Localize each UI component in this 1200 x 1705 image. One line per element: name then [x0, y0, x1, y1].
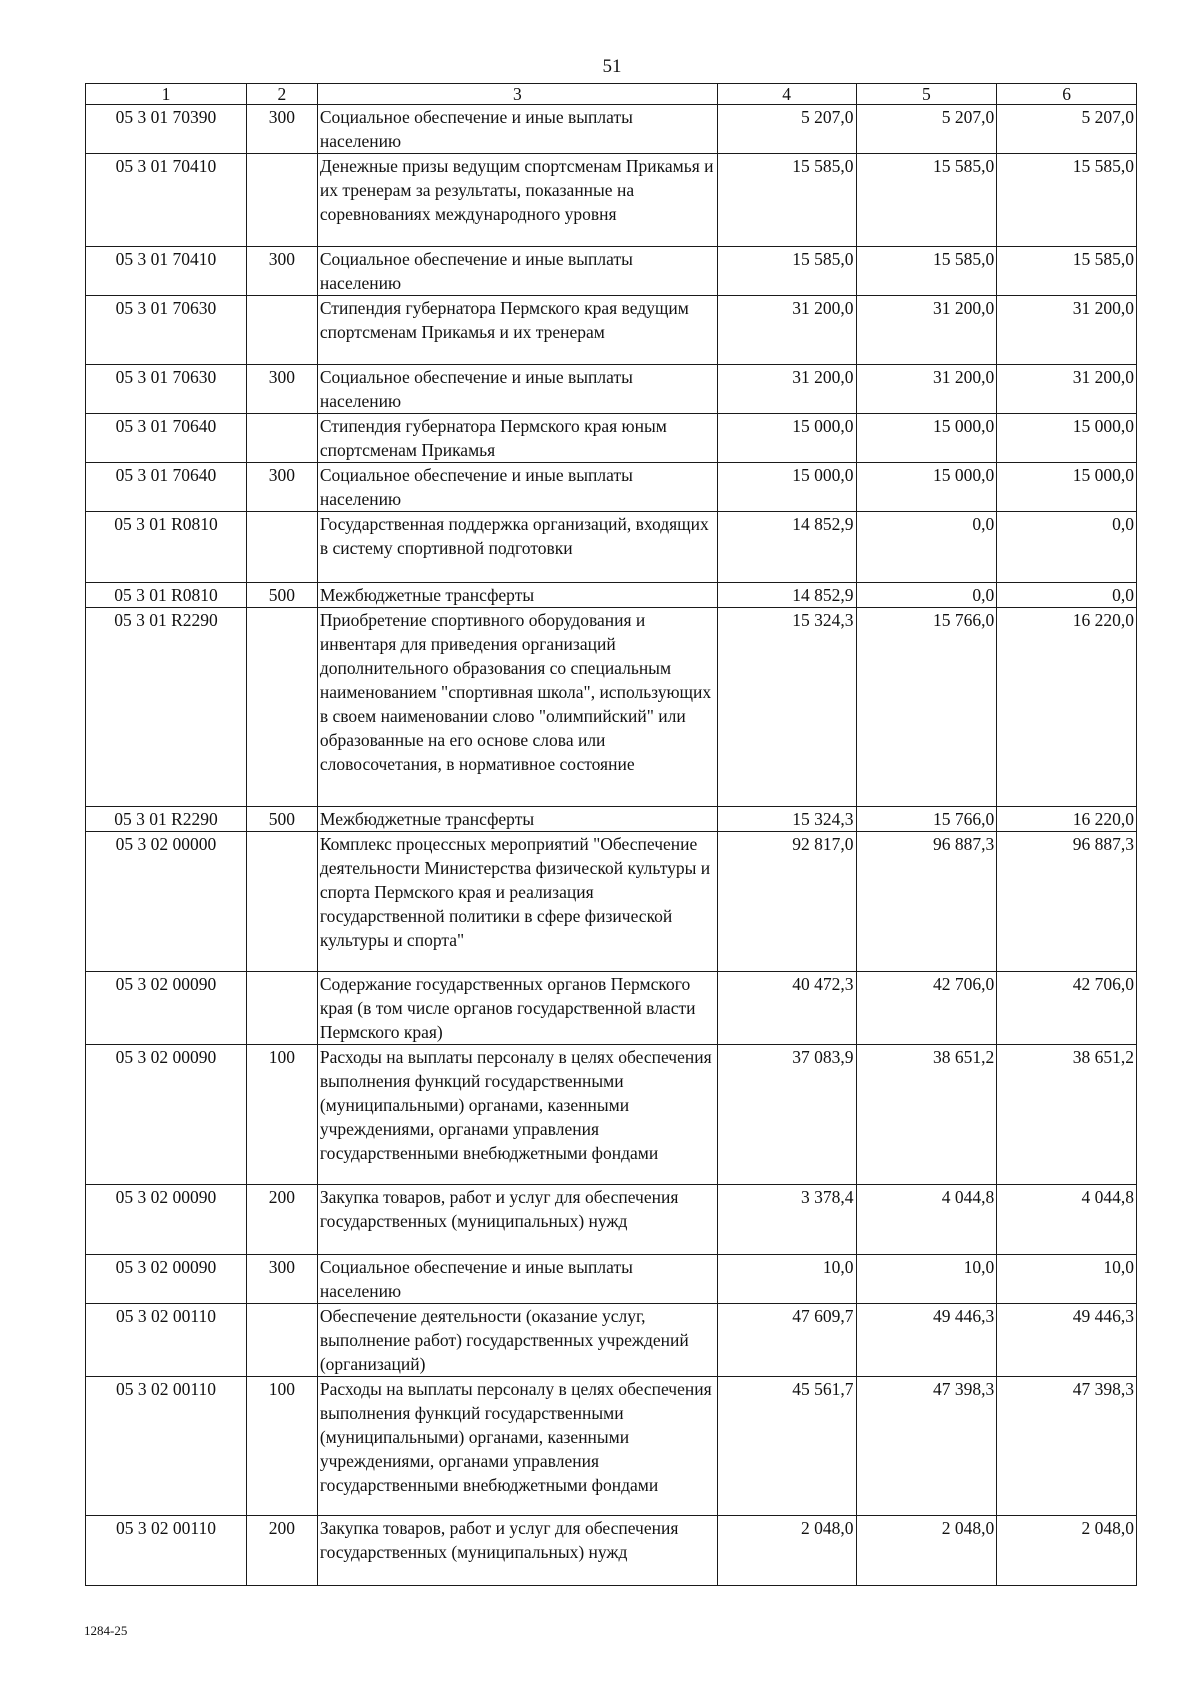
row-name-cell: Расходы на выплаты персоналу в целях обеспечения выполнения функций государственными (муниципальными) органами, казенными учреждениями, органами управления государственными внебюджетными фондами [317, 1045, 717, 1185]
row-expense-type-cell [246, 972, 317, 1045]
row-name-cell: Расходы на выплаты персоналу в целях обеспечения выполнения функций государственными (муниципальными) органами, казенными учреждениями, органами управления государственными внебюджетными фондами [317, 1377, 717, 1516]
row-code-cell: 05 3 01 70630 [86, 365, 247, 414]
table-row [86, 414, 1137, 463]
row-value-2-cell: 42 706,0 [856, 972, 997, 1045]
row-value-2-cell: 10,0 [856, 1255, 997, 1304]
table-row [86, 1045, 1137, 1185]
row-value-3-cell: 15 000,0 [997, 414, 1137, 463]
row-name-cell: Социальное обеспечение и иные выплаты населению [317, 463, 717, 512]
row-value-3-cell: 31 200,0 [997, 296, 1137, 365]
table-row [86, 105, 1137, 154]
row-name-cell: Стипендия губернатора Пермского края юным спортсменам Прикамья [317, 414, 717, 463]
row-value-2-cell: 31 200,0 [856, 365, 997, 414]
row-expense-type-cell: 300 [246, 365, 317, 414]
row-code-cell: 05 3 02 00090 [86, 1045, 247, 1185]
row-expense-type-cell [246, 296, 317, 365]
row-value-1-cell: 14 852,9 [717, 583, 856, 608]
row-code-cell: 05 3 02 00110 [86, 1516, 247, 1586]
table-row [86, 365, 1137, 414]
row-expense-type-cell [246, 512, 317, 583]
row-value-2-cell: 2 048,0 [856, 1516, 997, 1586]
row-value-2-cell: 15 000,0 [856, 463, 997, 512]
table-row [86, 463, 1137, 512]
row-expense-type-cell: 500 [246, 583, 317, 608]
row-expense-type-cell [246, 154, 317, 247]
row-value-1-cell: 45 561,7 [717, 1377, 856, 1516]
row-code-cell: 05 3 01 70640 [86, 463, 247, 512]
row-name-cell: Содержание государственных органов Пермского края (в том числе органов государственной власти Пермского края) [317, 972, 717, 1045]
row-expense-type-cell: 300 [246, 105, 317, 154]
row-expense-type-cell: 300 [246, 247, 317, 296]
row-value-1-cell: 31 200,0 [717, 296, 856, 365]
table-row [86, 512, 1137, 583]
table-row [86, 1255, 1137, 1304]
document-number: 1284-25 [84, 1623, 128, 1638]
row-name-cell: Стипендия губернатора Пермского края ведущим спортсменам Прикамья и их тренерам [317, 296, 717, 365]
table-row [86, 1377, 1137, 1516]
row-value-3-cell: 42 706,0 [997, 972, 1137, 1045]
row-expense-type-cell: 300 [246, 1255, 317, 1304]
row-value-2-cell: 4 044,8 [856, 1185, 997, 1255]
row-expense-type-cell: 100 [246, 1377, 317, 1516]
row-value-3-cell: 15 585,0 [997, 154, 1137, 247]
row-value-3-cell: 16 220,0 [997, 608, 1137, 807]
row-code-cell: 05 3 01 R0810 [86, 583, 247, 608]
row-value-3-cell: 5 207,0 [997, 105, 1137, 154]
row-value-1-cell: 5 207,0 [717, 105, 856, 154]
row-value-2-cell: 0,0 [856, 512, 997, 583]
row-expense-type-cell: 200 [246, 1185, 317, 1255]
row-value-3-cell: 10,0 [997, 1255, 1137, 1304]
row-value-3-cell: 2 048,0 [997, 1516, 1137, 1586]
row-name-cell: Социальное обеспечение и иные выплаты населению [317, 105, 717, 154]
row-code-cell: 05 3 01 70410 [86, 154, 247, 247]
row-name-cell: Социальное обеспечение и иные выплаты населению [317, 247, 717, 296]
row-code-cell: 05 3 02 00000 [86, 832, 247, 972]
column-header: 6 [997, 84, 1137, 105]
table-row [86, 583, 1137, 608]
row-code-cell: 05 3 01 70630 [86, 296, 247, 365]
row-name-cell: Межбюджетные трансферты [317, 807, 717, 832]
row-value-2-cell: 15 585,0 [856, 247, 997, 296]
row-code-cell: 05 3 01 R2290 [86, 807, 247, 832]
row-value-1-cell: 92 817,0 [717, 832, 856, 972]
row-value-2-cell: 15 766,0 [856, 807, 997, 832]
row-code-cell: 05 3 02 00110 [86, 1377, 247, 1516]
row-value-1-cell: 15 585,0 [717, 154, 856, 247]
row-value-3-cell: 15 000,0 [997, 463, 1137, 512]
row-value-2-cell: 38 651,2 [856, 1045, 997, 1185]
row-expense-type-cell: 100 [246, 1045, 317, 1185]
row-value-2-cell: 5 207,0 [856, 105, 997, 154]
row-value-2-cell: 15 766,0 [856, 608, 997, 807]
row-value-1-cell: 15 585,0 [717, 247, 856, 296]
table-row [86, 1516, 1137, 1586]
row-name-cell: Социальное обеспечение и иные выплаты населению [317, 365, 717, 414]
row-code-cell: 05 3 01 70410 [86, 247, 247, 296]
row-value-3-cell: 38 651,2 [997, 1045, 1137, 1185]
row-expense-type-cell [246, 1304, 317, 1377]
row-value-1-cell: 15 324,3 [717, 807, 856, 832]
budget-table [85, 83, 1137, 1586]
row-value-3-cell: 16 220,0 [997, 807, 1137, 832]
row-value-2-cell: 15 585,0 [856, 154, 997, 247]
row-expense-type-cell [246, 832, 317, 972]
row-name-cell: Межбюджетные трансферты [317, 583, 717, 608]
row-value-2-cell: 31 200,0 [856, 296, 997, 365]
row-name-cell: Комплекс процессных мероприятий "Обеспечение деятельности Министерства физической культуры и спорта Пермского края и реализация государственной политики в сфере физической культуры и спорта" [317, 832, 717, 972]
row-code-cell: 05 3 01 70640 [86, 414, 247, 463]
row-code-cell: 05 3 02 00090 [86, 1255, 247, 1304]
row-value-1-cell: 15 000,0 [717, 414, 856, 463]
row-value-1-cell: 37 083,9 [717, 1045, 856, 1185]
row-name-cell: Приобретение спортивного оборудования и инвентаря для приведения организаций дополнительного образования со специальным наименованием "спортивная школа", использующих в своем наименовании слово "олимпийский" или образованные на его основе слова или словосочетания, в нормативное состояние [317, 608, 717, 807]
row-value-2-cell: 49 446,3 [856, 1304, 997, 1377]
row-name-cell: Государственная поддержка организаций, входящих в систему спортивной подготовки [317, 512, 717, 583]
row-code-cell: 05 3 02 00110 [86, 1304, 247, 1377]
row-code-cell: 05 3 01 70390 [86, 105, 247, 154]
page-number: 51 [602, 56, 622, 77]
row-name-cell: Денежные призы ведущим спортсменам Прикамья и их тренерам за результаты, показанные на соревнованиях международного уровня [317, 154, 717, 247]
header-row [86, 84, 1137, 105]
column-header: 5 [856, 84, 997, 105]
row-value-3-cell: 0,0 [997, 583, 1137, 608]
row-value-3-cell: 31 200,0 [997, 365, 1137, 414]
row-value-2-cell: 15 000,0 [856, 414, 997, 463]
row-code-cell: 05 3 01 R2290 [86, 608, 247, 807]
row-value-1-cell: 3 378,4 [717, 1185, 856, 1255]
row-value-3-cell: 4 044,8 [997, 1185, 1137, 1255]
row-code-cell: 05 3 02 00090 [86, 1185, 247, 1255]
row-expense-type-cell: 500 [246, 807, 317, 832]
row-value-3-cell: 47 398,3 [997, 1377, 1137, 1516]
table-row [86, 608, 1137, 807]
column-header: 1 [86, 84, 247, 105]
row-value-2-cell: 47 398,3 [856, 1377, 997, 1516]
table-row [86, 247, 1137, 296]
row-value-1-cell: 40 472,3 [717, 972, 856, 1045]
table-row [86, 1185, 1137, 1255]
row-code-cell: 05 3 02 00090 [86, 972, 247, 1045]
row-code-cell: 05 3 01 R0810 [86, 512, 247, 583]
table-row [86, 807, 1137, 832]
row-value-3-cell: 49 446,3 [997, 1304, 1137, 1377]
row-name-cell: Социальное обеспечение и иные выплаты населению [317, 1255, 717, 1304]
row-value-1-cell: 10,0 [717, 1255, 856, 1304]
row-value-3-cell: 96 887,3 [997, 832, 1137, 972]
column-header: 3 [317, 84, 717, 105]
table-row [86, 154, 1137, 247]
column-header: 2 [246, 84, 317, 105]
row-value-1-cell: 14 852,9 [717, 512, 856, 583]
row-value-3-cell: 15 585,0 [997, 247, 1137, 296]
row-value-1-cell: 15 324,3 [717, 608, 856, 807]
row-expense-type-cell [246, 608, 317, 807]
row-value-1-cell: 47 609,7 [717, 1304, 856, 1377]
row-name-cell: Закупка товаров, работ и услуг для обеспечения государственных (муниципальных) нужд [317, 1516, 717, 1586]
row-value-1-cell: 2 048,0 [717, 1516, 856, 1586]
row-name-cell: Обеспечение деятельности (оказание услуг, выполнение работ) государственных учреждений (организаций) [317, 1304, 717, 1377]
table-row [86, 296, 1137, 365]
table-row [86, 1304, 1137, 1377]
row-value-1-cell: 31 200,0 [717, 365, 856, 414]
row-value-3-cell: 0,0 [997, 512, 1137, 583]
row-name-cell: Закупка товаров, работ и услуг для обеспечения государственных (муниципальных) нужд [317, 1185, 717, 1255]
row-value-2-cell: 96 887,3 [856, 832, 997, 972]
row-expense-type-cell: 200 [246, 1516, 317, 1586]
table-row [86, 832, 1137, 972]
table-row [86, 972, 1137, 1045]
row-value-1-cell: 15 000,0 [717, 463, 856, 512]
column-header: 4 [717, 84, 856, 105]
row-value-2-cell: 0,0 [856, 583, 997, 608]
row-expense-type-cell [246, 414, 317, 463]
row-expense-type-cell: 300 [246, 463, 317, 512]
